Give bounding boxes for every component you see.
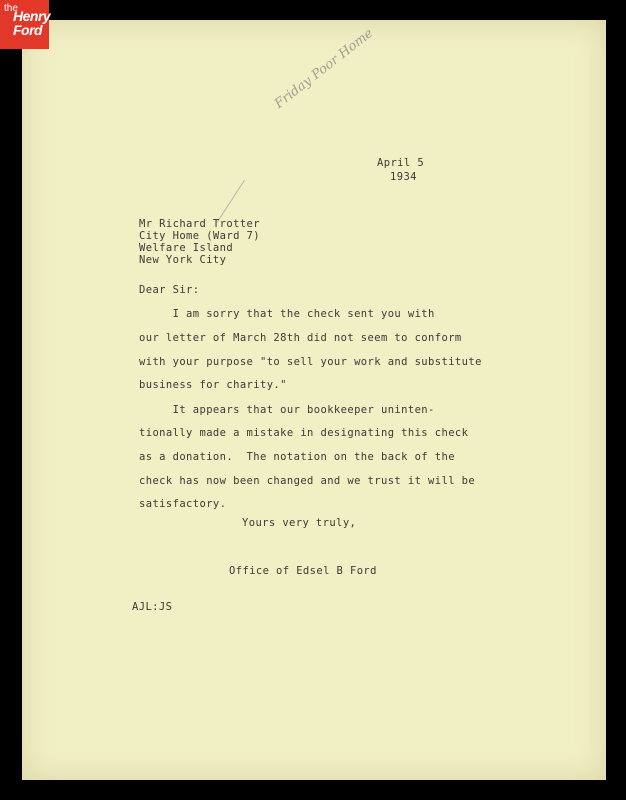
body-line: satisfactory.	[139, 498, 227, 510]
handwritten-notation: Friday Poor Home	[272, 25, 377, 112]
body-line: business for charity."	[139, 379, 287, 391]
address-line-home: City Home (Ward 7)	[139, 230, 260, 242]
salutation: Dear Sir:	[139, 284, 200, 296]
logo-henry: Henry	[13, 8, 51, 24]
body-line: our letter of March 28th did not seem to conform	[139, 332, 462, 344]
body-line: It appears that our bookkeeper uninten-	[139, 404, 435, 416]
address-line-island: Welfare Island	[139, 242, 234, 254]
body-line: as a donation. The notation on the back of the	[139, 451, 455, 463]
body-line: with your purpose "to sell your work and substitute	[139, 356, 482, 368]
typist-initials: AJL:JS	[132, 601, 173, 613]
signature: Office of Edsel B Ford	[229, 565, 377, 577]
address-line-name: Mr Richard Trotter	[139, 218, 260, 230]
closing: Yours very truly,	[242, 517, 357, 529]
logo-the: the	[4, 3, 18, 14]
letter-date: April 5	[377, 157, 425, 169]
body-line: check has now been changed and we trust it will be	[139, 475, 476, 487]
body-line: I am sorry that the check sent you with	[139, 308, 435, 320]
logo-ford: Ford	[13, 22, 43, 38]
pencil-mark	[217, 180, 245, 222]
body-line: tionally made a mistake in designating this check	[139, 427, 469, 439]
address-line-city: New York City	[139, 254, 227, 266]
letter-page	[22, 20, 606, 780]
henry-ford-logo	[0, 0, 49, 49]
letter-year: 1934	[390, 171, 417, 183]
